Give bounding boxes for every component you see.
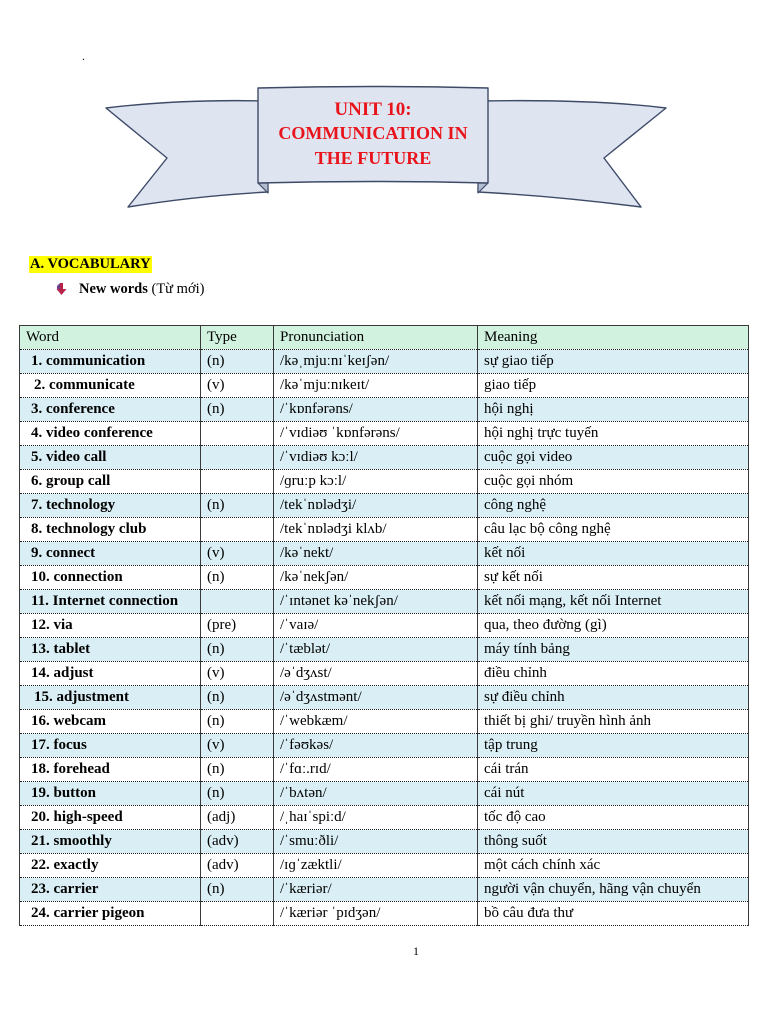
word-cell: 19. button <box>20 782 201 806</box>
type-cell <box>201 422 274 446</box>
header-meaning: Meaning <box>478 326 749 350</box>
table-row <box>20 494 749 518</box>
word-cell: 24. carrier pigeon <box>20 902 201 926</box>
type-cell: (n) <box>201 710 274 734</box>
unit-title: UNIT 10: <box>334 99 412 120</box>
pronunciation-cell: /ɡruːp kɔːl/ <box>274 470 478 494</box>
table-row <box>20 710 749 734</box>
type-cell <box>201 590 274 614</box>
word-cell: 13. tablet <box>20 638 201 662</box>
pronunciation-cell: /ˈkæriər ˈpɪdʒən/ <box>274 902 478 926</box>
word-cell: 6. group call <box>20 470 201 494</box>
table-row <box>20 638 749 662</box>
type-cell <box>201 470 274 494</box>
word-cell: 8. technology club <box>20 518 201 542</box>
header-word: Word <box>20 326 201 350</box>
word-cell: 2. communicate <box>20 374 201 398</box>
pronunciation-cell: /kəˌmjuːnɪˈkeɪʃən/ <box>274 350 478 374</box>
word-cell: 18. forehead <box>20 758 201 782</box>
pronunciation-cell: /ˈfɑː.rɪd/ <box>274 758 478 782</box>
word-cell: 23. carrier <box>20 878 201 902</box>
meaning-cell: kết nối mạng, kết nối Internet <box>478 590 749 614</box>
table-row <box>20 734 749 758</box>
table-row <box>20 518 749 542</box>
meaning-cell: cuộc gọi video <box>478 446 749 470</box>
unit-subtitle-line-1: COMMUNICATION IN <box>278 123 468 143</box>
pronunciation-cell: /ˈwebkæm/ <box>274 710 478 734</box>
meaning-cell: máy tính bảng <box>478 638 749 662</box>
meaning-cell: cái nút <box>478 782 749 806</box>
table-row <box>20 902 749 926</box>
meaning-cell: thiết bị ghi/ truyền hình ảnh <box>478 710 749 734</box>
table-row <box>20 470 749 494</box>
meaning-cell: kết nối <box>478 542 749 566</box>
pronunciation-cell: /ˈkɒnfərəns/ <box>274 398 478 422</box>
pronunciation-cell: /ˈbʌtən/ <box>274 782 478 806</box>
word-cell: 14. adjust <box>20 662 201 686</box>
type-cell: (v) <box>201 374 274 398</box>
word-cell: 11. Internet connection <box>20 590 201 614</box>
type-cell: (n) <box>201 350 274 374</box>
page-number: 1 <box>413 944 419 958</box>
word-cell: 22. exactly <box>20 854 201 878</box>
meaning-cell: hội nghị trực tuyến <box>478 422 749 446</box>
pronunciation-cell: /kəˈnekʃən/ <box>274 566 478 590</box>
type-cell <box>201 902 274 926</box>
pronunciation-cell: /ˈɪntənet kəˈnekʃən/ <box>274 590 478 614</box>
meaning-cell: thông suốt <box>478 830 749 854</box>
table-row <box>20 398 749 422</box>
page-mark: . <box>82 49 85 63</box>
table-row <box>20 566 749 590</box>
table-row <box>20 590 749 614</box>
meaning-cell: tốc độ cao <box>478 806 749 830</box>
bullet-text <box>79 280 204 298</box>
pronunciation-cell: /ˈvɪdiəʊ ˈkɒnfərəns/ <box>274 422 478 446</box>
table-row <box>20 758 749 782</box>
word-cell: 20. high-speed <box>20 806 201 830</box>
header-type: Type <box>201 326 274 350</box>
pronunciation-cell: /ˌhaɪˈspiːd/ <box>274 806 478 830</box>
word-cell: 10. connection <box>20 566 201 590</box>
ribbon-left-wing <box>106 101 268 207</box>
new-words-translation: (Từ mới) <box>147 281 205 297</box>
pronunciation-cell: /ˈtæblət/ <box>274 638 478 662</box>
unit-subtitle-line-2: THE FUTURE <box>314 148 432 168</box>
meaning-cell: cuộc gọi nhóm <box>478 470 749 494</box>
pronunciation-cell: /ˈsmuːðli/ <box>274 830 478 854</box>
table-row <box>20 830 749 854</box>
type-cell: (n) <box>201 878 274 902</box>
meaning-cell: sự kết nối <box>478 566 749 590</box>
pronunciation-cell: /ˈfəʊkəs/ <box>274 734 478 758</box>
type-cell: (n) <box>201 638 274 662</box>
new-words-label: New words <box>79 281 148 297</box>
word-cell: 15. adjustment <box>20 686 201 710</box>
meaning-cell: sự giao tiếp <box>478 350 749 374</box>
word-cell: 17. focus <box>20 734 201 758</box>
type-cell: (adv) <box>201 830 274 854</box>
pronunciation-cell: /əˈdʒʌst/ <box>274 662 478 686</box>
word-cell: 9. connect <box>20 542 201 566</box>
meaning-cell: bồ câu đưa thư <box>478 902 749 926</box>
table-row <box>20 422 749 446</box>
table-row <box>20 686 749 710</box>
section-heading: A. VOCABULARY <box>30 256 151 272</box>
vocabulary-table <box>19 325 749 926</box>
arrow-bullet-icon <box>56 283 67 295</box>
type-cell: (n) <box>201 686 274 710</box>
type-cell: (n) <box>201 566 274 590</box>
meaning-cell: một cách chính xác <box>478 854 749 878</box>
pronunciation-cell: /kəˈmjuːnɪkeɪt/ <box>274 374 478 398</box>
table-row <box>20 782 749 806</box>
vocabulary-table-body <box>20 350 749 926</box>
meaning-cell: người vận chuyển, hãng vận chuyển <box>478 878 749 902</box>
pronunciation-cell: /kəˈnekt/ <box>274 542 478 566</box>
table-row <box>20 374 749 398</box>
type-cell: (v) <box>201 662 274 686</box>
type-cell: (pre) <box>201 614 274 638</box>
meaning-cell: điều chỉnh <box>478 662 749 686</box>
header-pronunciation: Pronunciation <box>274 326 478 350</box>
meaning-cell: hội nghị <box>478 398 749 422</box>
word-cell: 12. via <box>20 614 201 638</box>
table-row <box>20 662 749 686</box>
word-cell: 1. communication <box>20 350 201 374</box>
type-cell: (adv) <box>201 854 274 878</box>
table-row <box>20 446 749 470</box>
meaning-cell: tập trung <box>478 734 749 758</box>
pronunciation-cell: /tekˈnɒlədʒi/ <box>274 494 478 518</box>
word-cell: 5. video call <box>20 446 201 470</box>
table-header-row <box>20 326 749 350</box>
meaning-cell: câu lạc bộ công nghệ <box>478 518 749 542</box>
table-row <box>20 350 749 374</box>
type-cell: (n) <box>201 398 274 422</box>
table-row <box>20 614 749 638</box>
meaning-cell: công nghệ <box>478 494 749 518</box>
meaning-cell: qua, theo đường (gì) <box>478 614 749 638</box>
ribbon-right-wing <box>478 101 666 207</box>
pronunciation-cell: /ɪɡˈzæktli/ <box>274 854 478 878</box>
pronunciation-cell: /əˈdʒʌstmənt/ <box>274 686 478 710</box>
word-cell: 7. technology <box>20 494 201 518</box>
pronunciation-cell: /tekˈnɒlədʒi klʌb/ <box>274 518 478 542</box>
pronunciation-cell: /ˈvaɪə/ <box>274 614 478 638</box>
meaning-cell: giao tiếp <box>478 374 749 398</box>
type-cell: (adj) <box>201 806 274 830</box>
type-cell <box>201 446 274 470</box>
word-cell: 3. conference <box>20 398 201 422</box>
word-cell: 16. webcam <box>20 710 201 734</box>
type-cell <box>201 518 274 542</box>
type-cell: (v) <box>201 542 274 566</box>
table-row <box>20 806 749 830</box>
pronunciation-cell: /ˈvɪdiəʊ kɔːl/ <box>274 446 478 470</box>
type-cell: (n) <box>201 494 274 518</box>
meaning-cell: cái trán <box>478 758 749 782</box>
meaning-cell: sự điều chỉnh <box>478 686 749 710</box>
table-row <box>20 542 749 566</box>
word-cell: 21. smoothly <box>20 830 201 854</box>
type-cell: (v) <box>201 734 274 758</box>
table-row <box>20 878 749 902</box>
type-cell: (n) <box>201 758 274 782</box>
pronunciation-cell: /ˈkæriər/ <box>274 878 478 902</box>
table-row <box>20 854 749 878</box>
type-cell: (n) <box>201 782 274 806</box>
word-cell: 4. video conference <box>20 422 201 446</box>
